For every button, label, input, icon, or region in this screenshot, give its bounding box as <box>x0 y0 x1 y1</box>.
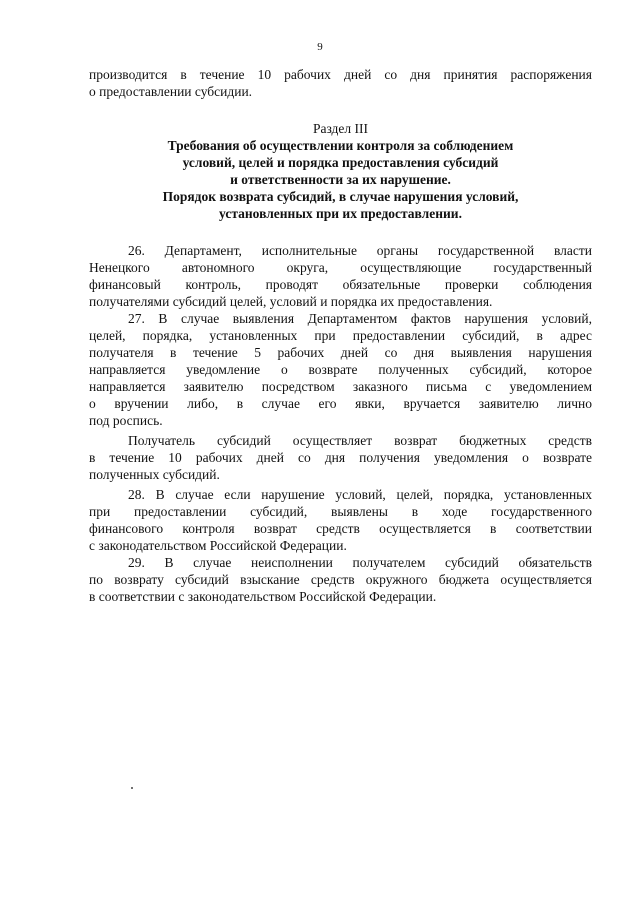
text-line: направляется уведомление о возврате полученных субсидий, которое <box>89 362 592 377</box>
text-line: в течение 10 рабочих дней со дня получения уведомления о возврате <box>89 450 592 465</box>
text-line: производится в течение 10 рабочих дней со дня принятия распоряжения <box>89 67 592 82</box>
paragraph-26 <box>89 242 592 310</box>
text-line: получателями субсидий целей, условий и порядка их предоставления. <box>89 294 493 309</box>
heading-line: и ответственности за их нарушение. <box>230 172 451 187</box>
scan-speck <box>131 787 133 789</box>
heading-line: Порядок возврата субсидий, в случае нарушения условий, <box>162 189 519 204</box>
text-line: финансового контроля возврат средств осуществляется в соответствии <box>89 521 592 536</box>
text-line: о предоставлении субсидии. <box>89 84 253 99</box>
heading-line: Требования об осуществлении контроля за соблюдением <box>167 138 514 153</box>
text-line: по возврату субсидий взыскание средств окружного бюджета осуществляется <box>89 572 592 587</box>
text-line: 27. В случае выявления Департаментом фактов нарушения условий, <box>128 311 592 326</box>
page-number: 9 <box>317 41 323 53</box>
text-line: 26. Департамент, исполнительные органы государственной власти <box>128 243 592 258</box>
paragraph-return <box>89 432 592 483</box>
heading-line: условий, целей и порядка предоставления субсидий <box>182 155 499 170</box>
text-line: Получатель субсидий осуществляет возврат бюджетных средств <box>128 433 592 448</box>
text-line: о вручении либо, в случае его явки, вручается заявителю лично <box>89 396 592 411</box>
text-line: целей, порядка, установленных при предоставлении субсидий, в адрес <box>89 328 592 343</box>
text-line: в соответствии с законодательством Российской Федерации. <box>89 589 437 604</box>
text-line: направляется заявителю посредством заказного письма с уведомлением <box>89 379 592 394</box>
text-line: 28. В случае если нарушение условий, целей, порядка, установленных <box>128 487 592 502</box>
section-label <box>89 120 592 137</box>
text-line: при предоставлении субсидий, выявлены в ходе государственного <box>89 504 592 519</box>
text-line: финансовый контроль, проводят обязательные проверки соблюдения <box>89 277 592 292</box>
intro-paragraph <box>89 66 592 100</box>
paragraph-27 <box>89 310 592 429</box>
text-line: под роспись. <box>89 413 163 428</box>
text-line: 29. В случае неисполнении получателем субсидий обязательств <box>128 555 592 570</box>
text-line: полученных субсидий. <box>89 467 220 482</box>
section-heading <box>89 137 592 222</box>
section-number: Раздел III <box>312 121 369 136</box>
paragraph-28 <box>89 486 592 554</box>
text-line: Ненецкого автономного округа, осуществляющие государственный <box>89 260 592 275</box>
text-line: получателя в течение 5 рабочих дней со дня выявления нарушения <box>89 345 592 360</box>
text-line: с законодательством Российской Федерации. <box>89 538 347 553</box>
paragraph-29 <box>89 554 592 605</box>
heading-line: установленных при их предоставлении. <box>219 206 462 221</box>
